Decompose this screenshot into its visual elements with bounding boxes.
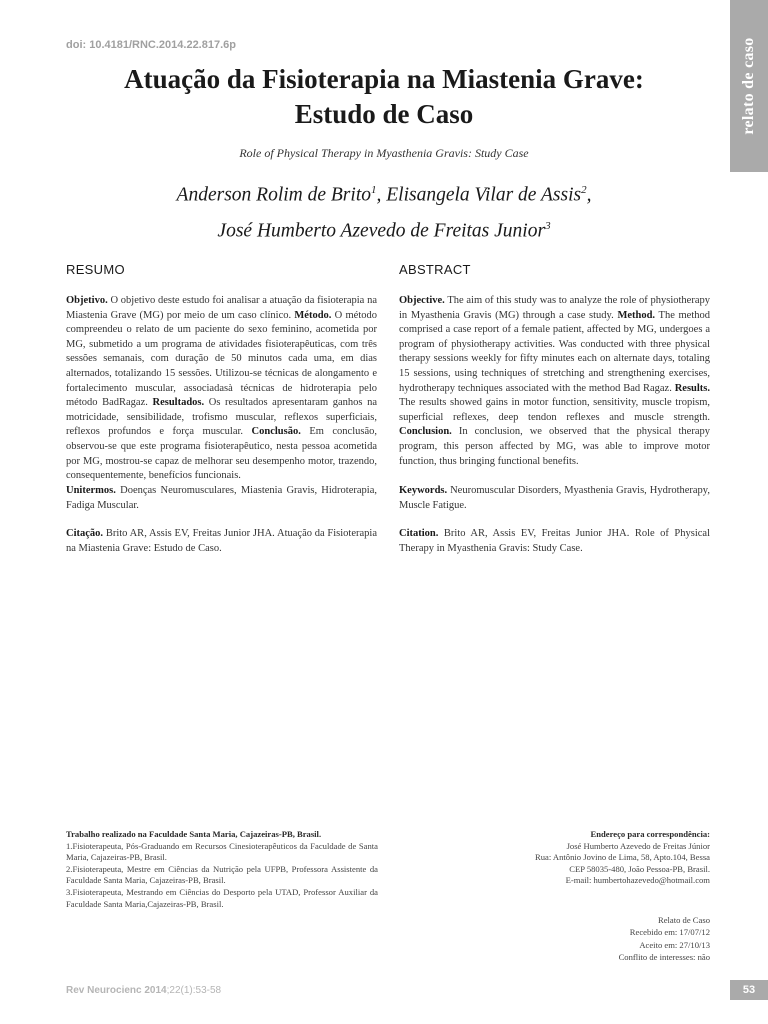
title-line-2: Estudo de Caso: [294, 99, 474, 129]
author-1: Anderson Rolim de Brito: [176, 184, 371, 206]
author-2: Elisangela Vilar de Assis: [386, 184, 582, 206]
correspondence-email[interactable]: E-mail: humbertohazevedo@hotmail.com: [565, 875, 710, 886]
author-list: [0, 175, 768, 246]
english-subtitle: Role of Physical Therapy in Myasthenia Gravis: Study Case: [239, 146, 529, 160]
author-2-affiliation: 2: [581, 184, 587, 196]
abstract-paragraph: Objective. The aim of this study was to analyze the role of physiotherapy in Myasthenia Gravis (MG) through a case study. Method. The method comprised a case report of a female patient, affected by MG, undergoes a program of physiotherapy activities. Was conducted with three physical therapy sessions weekly for fifty minutes each on alternate days, totaling 15 sessions, using techniques of stretching and strengthening exercises, hydrotherapy techniques associated with the method Bad Ragaz. Results. The results showed gains in motor function, sensitivity, muscle tropism, superficial reflexes, deep tendon reflexes and muscle strength. Conclusion. In conclusion, we observed that the physical therapy program, this person affected by MG, was able to improve motor function, thus bringing functional benefits.: [399, 295, 711, 467]
correspondence-heading: Endereço para correspondência:: [590, 829, 710, 839]
page-number: 53: [730, 980, 768, 1000]
abstract-column: [399, 262, 710, 556]
abstract-heading: ABSTRACT: [399, 262, 471, 277]
footnote-3: 3.Fisioterapeuta, Mestrando em Ciências do Desporto pela UTAD, Professor Auxiliar da Faculdade Santa Maria,Cajazeiras-PB, Brasil.: [66, 886, 378, 909]
authors-line-2: [0, 211, 768, 247]
correspondence-block: [390, 829, 710, 887]
keywords: Keywords. Neuromuscular Disorders, Myasthenia Gravis, Hydrotherapy, Muscle Fatigue.: [399, 485, 710, 511]
correspondence-name: José Humberto Azevedo de Freitas Júnior: [566, 840, 710, 851]
footnote-heading: Trabalho realizado na Faculdade Santa Maria, Cajazeiras-PB, Brasil.: [66, 829, 322, 839]
resumo-paragraph: Objetivo. O objetivo deste estudo foi analisar a atuação da fisioterapia na Miastenia Grave (MG) por meio de um caso clínico. Método. O método compreendeu o relato de um paciente do sexo feminino, acometida por MG, submetido a um programa de atividades fisioterapêuticas, com três sessões semanais, com duração de 50 minutos cada uma, em dias alternados, totalizando 15 sessões. Utilizou-se técnicas de alongamento e fortalecimento muscular, associadasà técnicas de hidroterapia pelo método BadRagaz. Resultados. Os resultados apresentaram ganhos na motricidade, sensibilidade, trofismo muscular, reflexos superficiais, reflexos profundos e força muscular. Conclusão. Em conclusão, observou-se que este programa fisioterapêutico, nesta pessoa acometida por MG, mostrou-se capaz de melhorar seu desempenho motor, trazendo, consequentemente, benefícios funcionais.: [66, 295, 378, 482]
journal-citation: Rev Neurocienc 2014;22(1):53-58: [66, 985, 222, 996]
footnote-1: 1.Fisioterapeuta, Pós-Graduando em Recursos Cinesioterapêuticos da Faculdade de Santa Maria, Cajazeiras-PB, Brasil.: [66, 840, 378, 863]
citation: Citation. Brito AR, Assis EV, Freitas Junior JHA. Role of Physical Therapy in Myasthenia Gravis: Study Case.: [399, 528, 711, 554]
abstract-body: [399, 294, 710, 484]
received-date: Recebido em: 17/07/12: [629, 927, 710, 938]
resumo-body: [66, 294, 377, 484]
author-3-affiliation: 3: [545, 219, 551, 232]
correspondence-city: CEP 58035-480, João Pessoa-PB, Brasil.: [569, 863, 710, 874]
accepted-date: Aceito em: 27/10/13: [639, 939, 710, 950]
section-tab-label: relato de caso: [740, 37, 757, 135]
conflict-of-interest: Conflito de interesses: não: [618, 952, 710, 963]
resumo-heading: RESUMO: [66, 262, 125, 277]
article-type: Relato de Caso: [657, 915, 710, 925]
citacao: Citação. Brito AR, Assis EV, Freitas Junior JHA. Atuação da Fisioterapia na Miastenia Grave: Estudo de Caso.: [66, 528, 377, 554]
title-line-1: Atuação da Fisioterapia na Miastenia Grave:: [124, 64, 644, 94]
unitermos: Unitermos. Doenças Neuromusculares, Miastenia Gravis, Hidroterapia, Fadiga Muscular.: [66, 485, 377, 511]
author-1-affiliation: 1: [371, 184, 377, 196]
correspondence-street: Rua: Antônio Jovino de Lima, 58, Apto.104, Bessa: [535, 852, 710, 863]
doi[interactable]: doi: 10.4181/RNC.2014.22.817.6p: [66, 39, 236, 51]
article-title: [0, 62, 768, 132]
author-3: José Humberto Azevedo de Freitas Junior: [217, 220, 546, 241]
authors-line-1: Anderson Rolim de Brito$^1$, Elisangela Vilar de Assis$^2$,: [176, 184, 592, 206]
footnote-2: 2.Fisioterapeuta, Mestre em Ciências da Nutrição pela UFPB, Professora Assistente da Faculdade Santa Maria, Cajazeiras-PB, Brasil.: [66, 863, 378, 886]
affiliation-footnotes: [66, 829, 378, 910]
resumo-column: [66, 262, 377, 556]
article-dates: [510, 914, 710, 964]
